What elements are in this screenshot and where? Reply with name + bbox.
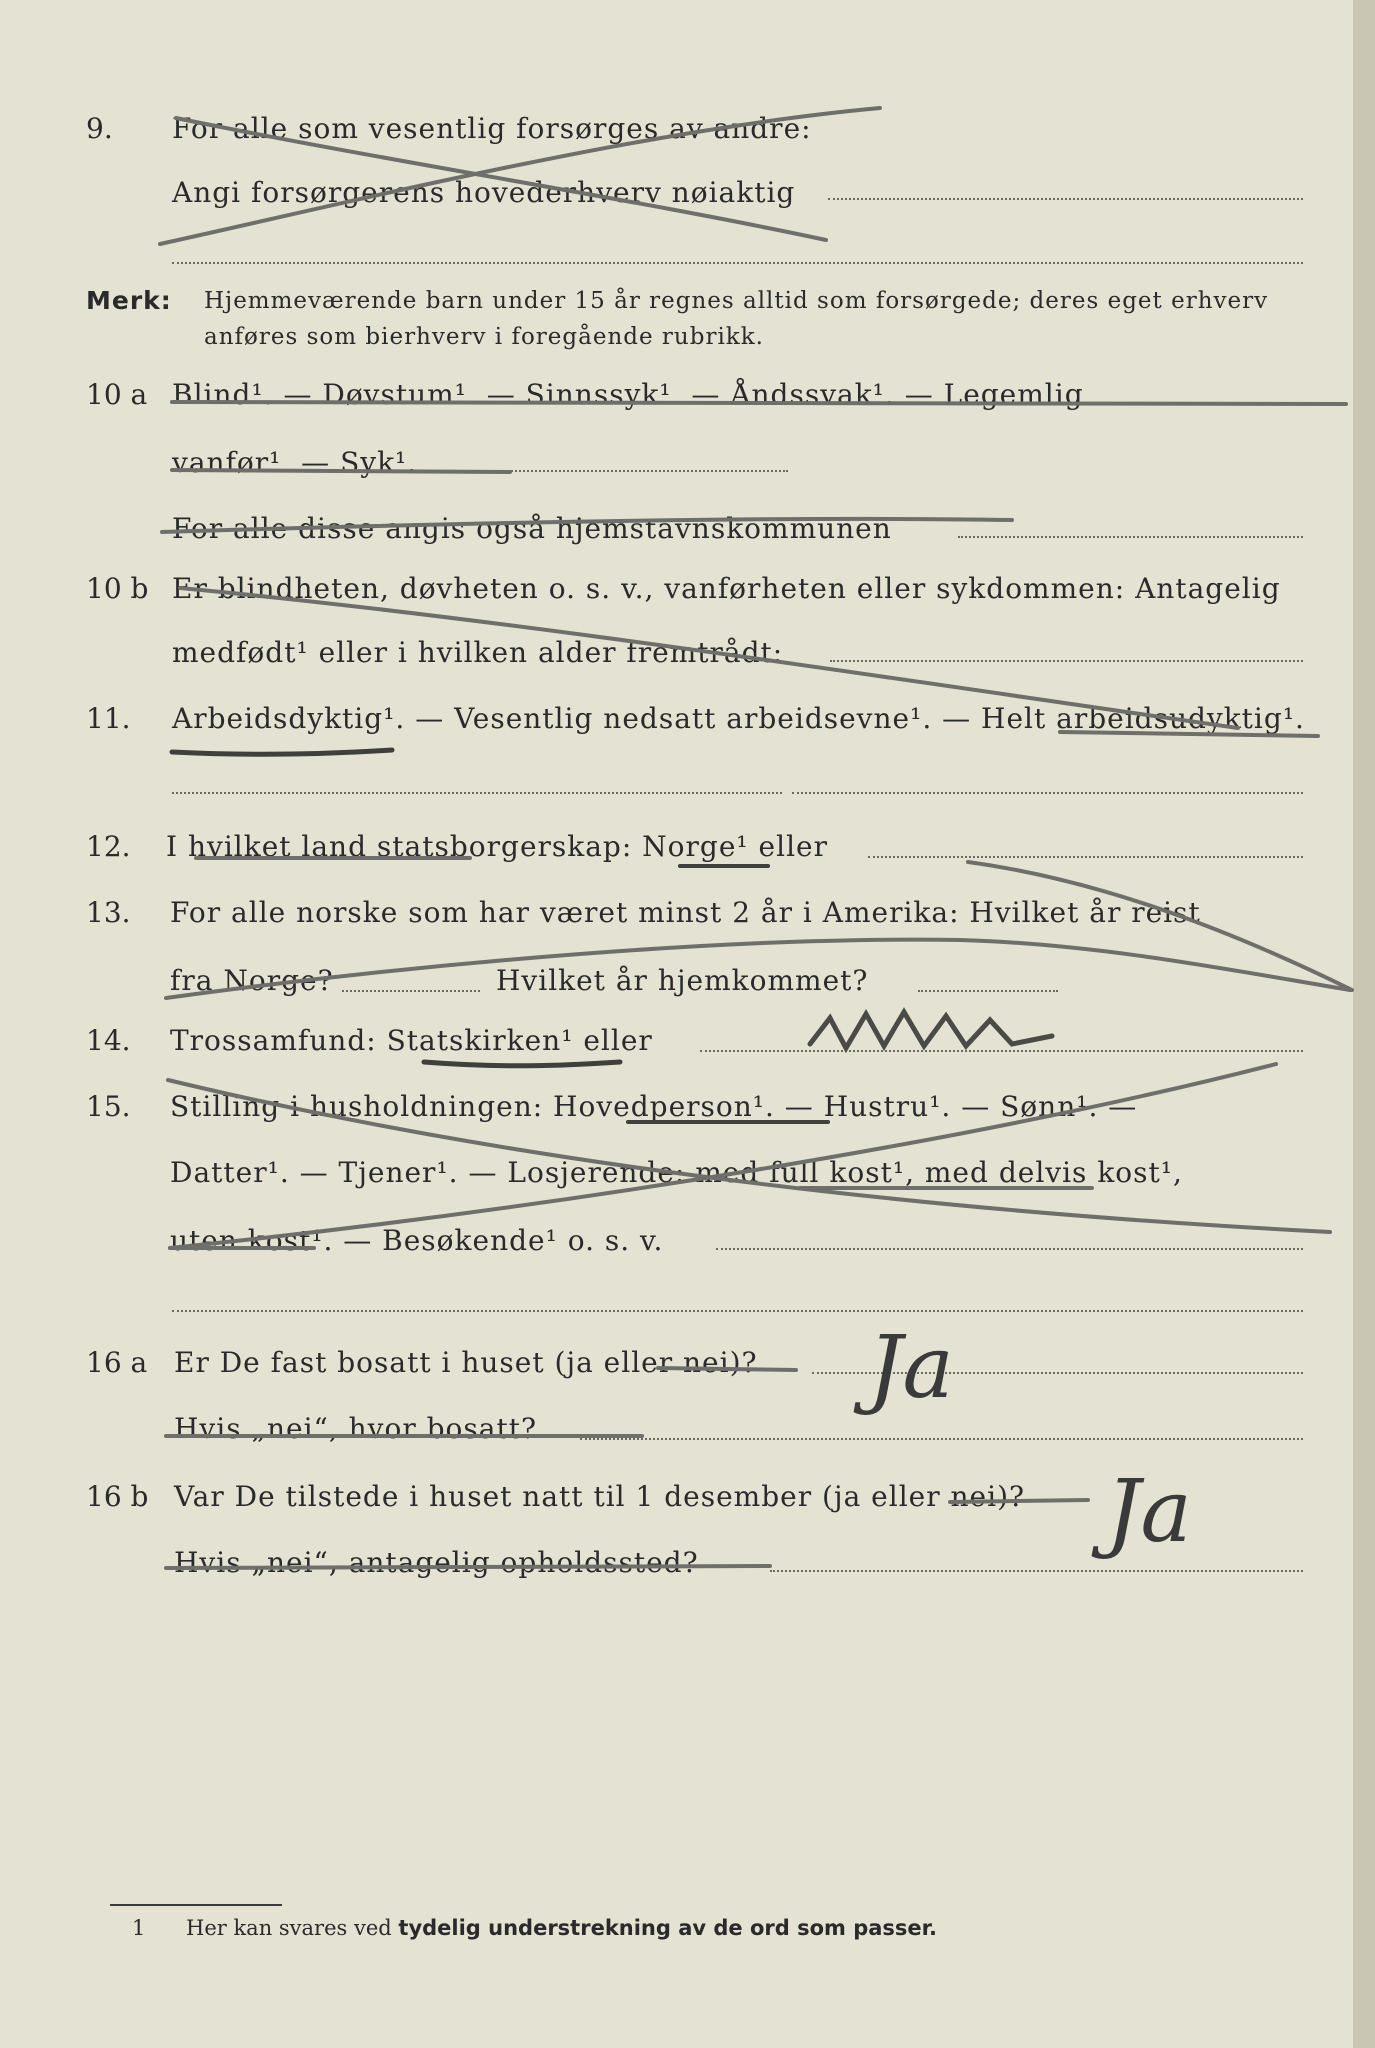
q14-scribble <box>810 1012 1052 1048</box>
q13-line1: For alle norske som har været minst 2 år i Amerika: Hvilket år reist <box>170 896 1201 929</box>
item-number-15: 15. <box>86 1090 131 1123</box>
q14-line1: Trossamfund: Statskirken¹ eller <box>170 1024 653 1057</box>
q10a-strike-2 <box>172 470 510 472</box>
q16a-line1: Er De fast bosatt i huset (ja eller nei)? <box>174 1346 758 1379</box>
item-number-9: 9. <box>86 112 113 145</box>
item-number-13: 13. <box>86 896 131 929</box>
item-number-10a: 10 a <box>86 378 148 411</box>
item-number-12: 12. <box>86 830 131 863</box>
footnote-mark: 1 <box>132 1916 146 1940</box>
q14-underline <box>424 1062 620 1066</box>
q16a-line2: Hvis „nei“, hvor bosatt? <box>174 1412 537 1445</box>
q13-line2-from: fra Norge? <box>170 964 334 997</box>
q15-line1: Stilling i husholdningen: Hovedperson¹. — Hustru¹. — Sønn¹. — <box>170 1090 1138 1123</box>
footnote-bold: tydelig understrekning av de ord som passer. <box>398 1916 938 1940</box>
item-number-11: 11. <box>86 702 131 735</box>
merk-line2: anføres som bierhverv i foregående rubrikk. <box>204 324 764 350</box>
merk-line1: Hjemmeværende barn under 15 år regnes alltid som forsørgede; deres eget erhverv <box>204 288 1269 314</box>
q16a-handwritten-answer: Ja <box>868 1318 954 1418</box>
q10a-line2: vanfør¹. — Syk¹. <box>172 446 418 479</box>
q10b-line1: Er blindheten, døvheten o. s. v., vanførheten eller sykdommen: Antagelig <box>172 572 1281 605</box>
q16b-line2: Hvis „nei“, antagelig opholdssted? <box>174 1546 699 1579</box>
footnote-plain: Her kan svares ved <box>186 1916 392 1940</box>
q11-line1: Arbeidsdyktig¹. — Vesentlig nedsatt arbeidsevne¹. — Helt arbeidsudyktig¹. <box>172 702 1305 735</box>
q15-line3: uten kost¹. — Besøkende¹ o. s. v. <box>170 1224 664 1257</box>
q16b-handwritten-answer: Ja <box>1106 1462 1192 1562</box>
item-number-16a: 16 a <box>86 1346 148 1379</box>
q10a-line1: Blind¹. — Døvstum¹. — Sinnssyk¹. — Åndssvak¹. — Legemlig <box>172 378 1084 411</box>
q12-13-sweep <box>968 862 1352 990</box>
q13-line2-returned: Hvilket år hjemkommet? <box>496 964 869 997</box>
q16b-strike-line2 <box>166 1566 770 1568</box>
q16a-strike-nei <box>658 1368 796 1370</box>
q9-cross-stroke-1 <box>160 108 880 244</box>
item-number-16b: 16 b <box>86 1480 149 1513</box>
q9-line1: For alle som vesentlig forsørges av andre: <box>172 112 812 145</box>
q15-strike-2 <box>170 1064 1276 1248</box>
q9-cross-stroke-2 <box>176 118 826 240</box>
q10a-strike-1 <box>172 402 1346 404</box>
q11-underline-1 <box>172 750 392 754</box>
merk-label: Merk: <box>86 286 172 315</box>
q16b-line1: Var De tilstede i huset natt til 1 desember (ja eller nei)? <box>174 1480 1026 1513</box>
q11-strike <box>1060 732 1318 736</box>
q13-sweep <box>166 940 1350 998</box>
q10b-line2: medfødt¹ eller i hvilken alder fremtrådt: <box>172 636 784 669</box>
item-number-10b: 10 b <box>86 572 149 605</box>
q10a-line3: For alle disse angis også hjemstavnskommunen <box>172 512 892 545</box>
q10b-diagonal <box>180 588 1238 728</box>
q15-strike-1 <box>168 1080 1330 1232</box>
q9-line2: Angi forsørgerens hovederhverv nøiaktig <box>172 176 796 209</box>
q10a-strike-3 <box>162 519 1012 532</box>
q15-line2: Datter¹. — Tjener¹. — Losjerende: med full kost¹, med delvis kost¹, <box>170 1156 1183 1189</box>
q12-line1: I hvilket land statsborgerskap: Norge¹ eller <box>166 830 828 863</box>
item-number-14: 14. <box>86 1024 131 1057</box>
q16b-strike-nei <box>950 1500 1088 1502</box>
